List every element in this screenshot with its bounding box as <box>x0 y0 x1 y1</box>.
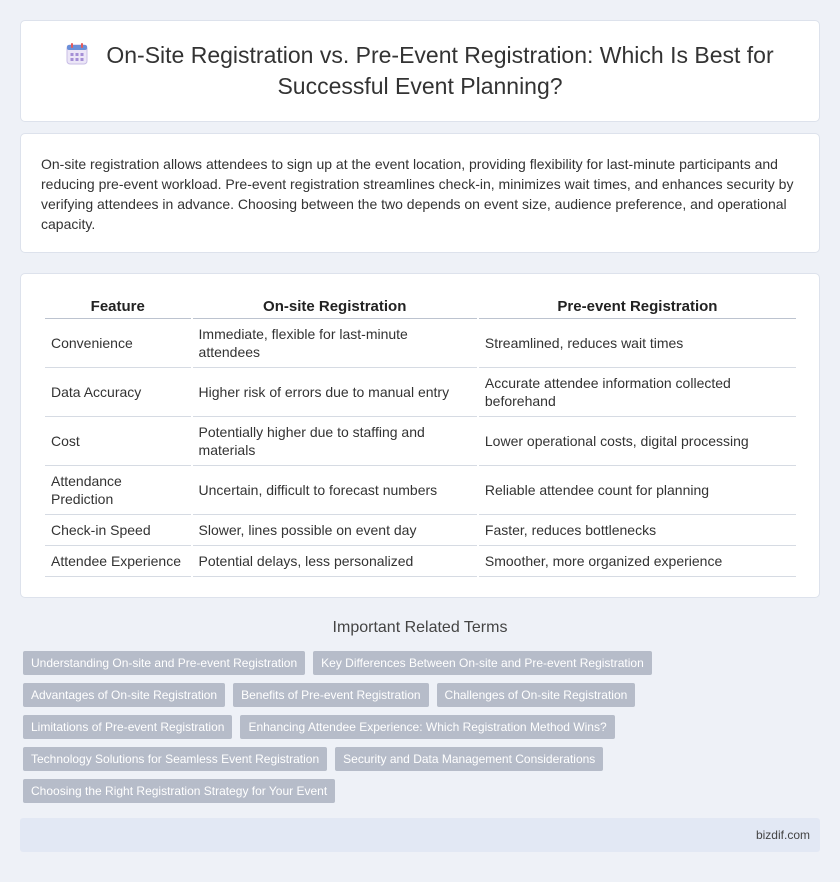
header-feature: Feature <box>45 292 191 319</box>
cell-preevent: Reliable attendee count for planning <box>479 466 796 515</box>
table-row <box>45 417 796 466</box>
intro-card <box>20 133 820 253</box>
related-term-tag[interactable]: Security and Data Management Considerations <box>335 747 603 771</box>
related-term-tag[interactable]: Challenges of On-site Registration <box>437 683 636 707</box>
cell-onsite: Immediate, flexible for last-minute attendees <box>193 319 477 368</box>
cell-feature: Data Accuracy <box>45 368 191 417</box>
table-row <box>45 515 796 546</box>
cell-preevent: Streamlined, reduces wait times <box>479 319 796 368</box>
table-row <box>45 319 796 368</box>
cell-feature: Attendance Prediction <box>45 466 191 515</box>
cell-preevent: Faster, reduces bottlenecks <box>479 515 796 546</box>
related-term-tag[interactable]: Key Differences Between On-site and Pre-event Registration <box>313 651 652 675</box>
footer-site[interactable]: bizdif.com <box>755 828 810 842</box>
related-term-tag[interactable]: Limitations of Pre-event Registration <box>23 715 232 739</box>
cell-preevent: Smoother, more organized experience <box>479 546 796 577</box>
related-term-tag[interactable]: Understanding On-site and Pre-event Registration <box>23 651 305 675</box>
cell-feature: Convenience <box>45 319 191 368</box>
cell-onsite: Potentially higher due to staffing and materials <box>193 417 477 466</box>
intro-text: On-site registration allows attendees to sign up at the event location, providing flexibility for last-minute participants and reducing pre-event workload. Pre-event registration streamlines check-in, minimizes wait times, and enhances security by verifying attendees in advance. Choosing between the two depends on event size, audience preference, and operational capacity. <box>41 156 794 232</box>
table-row <box>45 546 796 577</box>
tag-row <box>23 747 813 771</box>
page-title-wrap <box>51 41 789 101</box>
related-term-tag[interactable]: Advantages of On-site Registration <box>23 683 225 707</box>
related-term-tag[interactable]: Choosing the Right Registration Strategy for Your Event <box>23 779 335 803</box>
tag-row <box>23 779 813 803</box>
related-terms-title: Important Related Terms <box>332 619 508 636</box>
table-header-row <box>45 292 796 319</box>
page-title: On-Site Registration vs. Pre-Event Registration: Which Is Best for Successful Event Planning? <box>106 42 774 99</box>
header-onsite: On-site Registration <box>193 292 477 319</box>
related-term-tag[interactable]: Enhancing Attendee Experience: Which Registration Method Wins? <box>240 715 614 739</box>
cell-preevent: Lower operational costs, digital processing <box>479 417 796 466</box>
tag-row <box>23 683 813 707</box>
cell-feature: Attendee Experience <box>45 546 191 577</box>
title-card <box>20 20 820 122</box>
related-term-tag[interactable]: Benefits of Pre-event Registration <box>233 683 428 707</box>
tag-row <box>23 715 813 739</box>
cell-feature: Cost <box>45 417 191 466</box>
table-row <box>45 466 796 515</box>
comparison-table-card <box>20 273 820 598</box>
cell-onsite: Uncertain, difficult to forecast numbers <box>193 466 477 515</box>
header-preevent: Pre-event Registration <box>479 292 796 319</box>
cell-feature: Check-in Speed <box>45 515 191 546</box>
tag-row <box>23 651 813 675</box>
cell-onsite: Slower, lines possible on event day <box>193 515 477 546</box>
related-term-tag[interactable]: Technology Solutions for Seamless Event Registration <box>23 747 327 771</box>
cell-onsite: Potential delays, less personalized <box>193 546 477 577</box>
related-terms-tags <box>23 651 813 811</box>
calendar-icon <box>66 43 88 72</box>
footer <box>20 818 820 852</box>
cell-preevent: Accurate attendee information collected beforehand <box>479 368 796 417</box>
cell-onsite: Higher risk of errors due to manual entry <box>193 368 477 417</box>
comparison-table <box>43 292 798 577</box>
table-row <box>45 368 796 417</box>
